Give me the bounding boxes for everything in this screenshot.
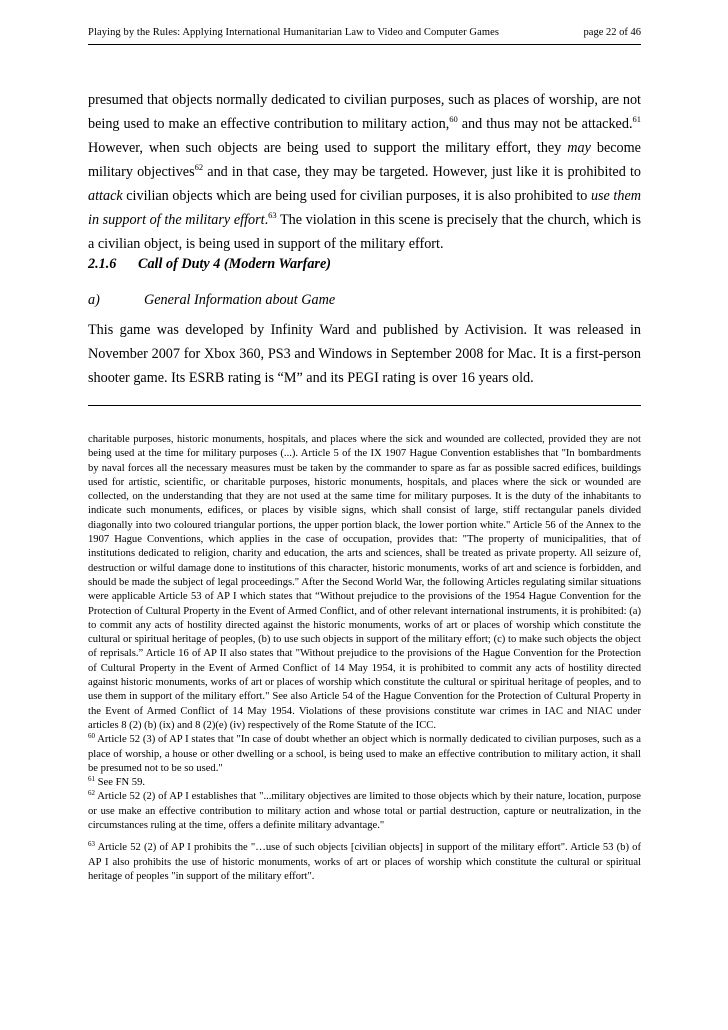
body-paragraph-1 [88, 88, 641, 256]
footnote-text: See FN 59. [95, 777, 146, 789]
footnote-text: Article 52 (2) of AP I establishes that "...military objectives are limited to those objects which by their nature, location, purpose or use make an effective contribution to military action and whose total or partial destruction, capture or neutralization, in the circumstances ruling at the time, offers a definite military advantage." [88, 791, 641, 832]
text-run: . [264, 212, 269, 228]
footnote-separator [88, 405, 641, 406]
footnote-ref-62[interactable]: 62 [194, 162, 204, 172]
section-title: Call of Duty 4 (Modern Warfare) [138, 256, 331, 272]
text-run: However, when such objects are being used to support the military effort, they [88, 140, 568, 156]
footnote-60 [88, 733, 641, 776]
running-header [88, 24, 641, 45]
text-run: become military objectives [88, 140, 641, 180]
body-paragraph-2: This game was developed by Infinity Ward and published by Activision. It was released in November 2007 for Xbox 360, PS3 and Windows in September 2008 for Mac. It is a first-person shooter game. Its ESRB rating is “M” and its PEGI rating is over 16 years old. [88, 322, 641, 386]
page-number: page 22 of 46 [583, 27, 641, 38]
subsection-heading [88, 292, 335, 309]
footnote-continuation: charitable purposes, historic monuments, hospitals, and places where the sick and wounded are collected, provided they are not being used at the time for military purposes (...). Article 5 of the IX 1907 Hague Convention establishes that "In bombardments by naval forces all the necessary measures must be taken by the commander to spare as far as possible sacred edifices, buildings used for artistic, scientific, or charitable purposes, historic monuments, hospitals, and places where the sick or wounded are collected, on the understanding that they are not used at the same time for military purposes. It is the duty of the inhabitants to indicate such monuments, edifices, or places by visible signs, which shall consist of large, stiff rectangular panels divided diagonally into two coloured triangular portions, the upper portion black, the lower portion white." Article 56 of the Annex to the 1907 Hague Conventions, which applies in the case of occupation, provides that: "The property of municipalities, that of institutions dedicated to religion, charity and education, the arts and sciences, shall be treated as private property. All seizure of, destruction or wilful damage done to institutions of this character, historic monuments, works of art and science is forbidden, and should be made the subject of legal proceedings." After the Second World War, the following Articles regulating similar situations were applicable Article 53 of AP I which states that “Without prejudice to the provisions of the 1954 Hague Convention for the Protection of Cultural Property in the Event of Armed Conflict, and of other relevant international instruments, it is prohibited: (a) to commit any acts of hostility directed against the historic monuments, works of art or places of worship which constitute the cultural or spiritual heritage of peoples, (b) to use such objects in support of the military effort; (c) to make such objects the object of reprisals.” Article 16 of AP II also states that "Without prejudice to the provisions of the Hague Convention for the Protection of Cultural Property in the Event of Armed Conflict of 14 May 1954, it is prohibited to commit any acts of hostility directed against historic monuments, works of art or places of worship which constitute the cultural or spiritual heritage of peoples, and to use them in support of the military effort." See also Article 54 of the Hague Convention for the Protection of Cultural Property in the Event of Armed Conflict of 14 May 1954. Violations of these provisions constitute war crimes in IAC and NIAC under articles 8 (2) (b) (ix) and 8 (2)(e) (iv) respectively of the Rome Statute of the ICC. [88, 434, 641, 731]
section-number: 2.1.6 [88, 256, 117, 272]
text-run: presumed that objects normally dedicated to civilian purposes, such as places of worship, are not being used to make an effective contribution to military action, [88, 92, 641, 132]
footnote-text: Article 52 (3) of AP I states that "In case of doubt whether an object which is normally dedicated to civilian purposes, such as a place of worship, a house or other dwelling or a school, is being used to make an effective contribution to military action, it shall be presumed not to be so used." [88, 734, 641, 774]
footnotes [88, 433, 641, 884]
footnote-61 [88, 776, 641, 790]
footnote-ref-60[interactable]: 60 [449, 114, 458, 124]
section-heading [88, 256, 331, 273]
subsection-title: General Information about Game [144, 292, 336, 308]
footnote-number: 61 [88, 775, 95, 784]
document-page [88, 0, 641, 1030]
footnote-number: 62 [88, 789, 95, 798]
header-title: Playing by the Rules: Applying International Humanitarian Law to Video and Computer Games [88, 27, 500, 38]
emphasis-may: may [567, 140, 591, 156]
footnote-ref-63[interactable]: 63 [268, 210, 277, 220]
footnote-ref-61[interactable]: 61 [632, 114, 641, 124]
emphasis-attack: attack [88, 188, 123, 204]
footnote-63 [88, 841, 641, 884]
footnote-number: 63 [88, 840, 95, 849]
footnote-text: Article 52 (2) of AP I prohibits the "…use of such objects [civilian objects] in support of the military effort". Article 53 (b) of AP I also prohibits the use of historic monuments, works of art or places of worship which constitute the cultural or spiritual heritage of peoples "in support of the military effort". [88, 842, 641, 882]
text-run: civilian objects which are being used for civilian purposes, it is also prohibited to [122, 188, 591, 204]
text-run: and in that case, they may be targeted. However, just like it is prohibited to [203, 164, 642, 180]
footnote-number: 60 [88, 732, 95, 741]
emphasis-use: use them in support of the military effort [88, 188, 641, 228]
footnote-62 [88, 790, 641, 833]
text-run: and thus may not be attacked. [457, 116, 633, 132]
subsection-number: a) [88, 292, 100, 308]
text-run: The violation in this scene is precisely that the church, which is a civilian object, is being used in support of the military effort. [88, 212, 641, 252]
